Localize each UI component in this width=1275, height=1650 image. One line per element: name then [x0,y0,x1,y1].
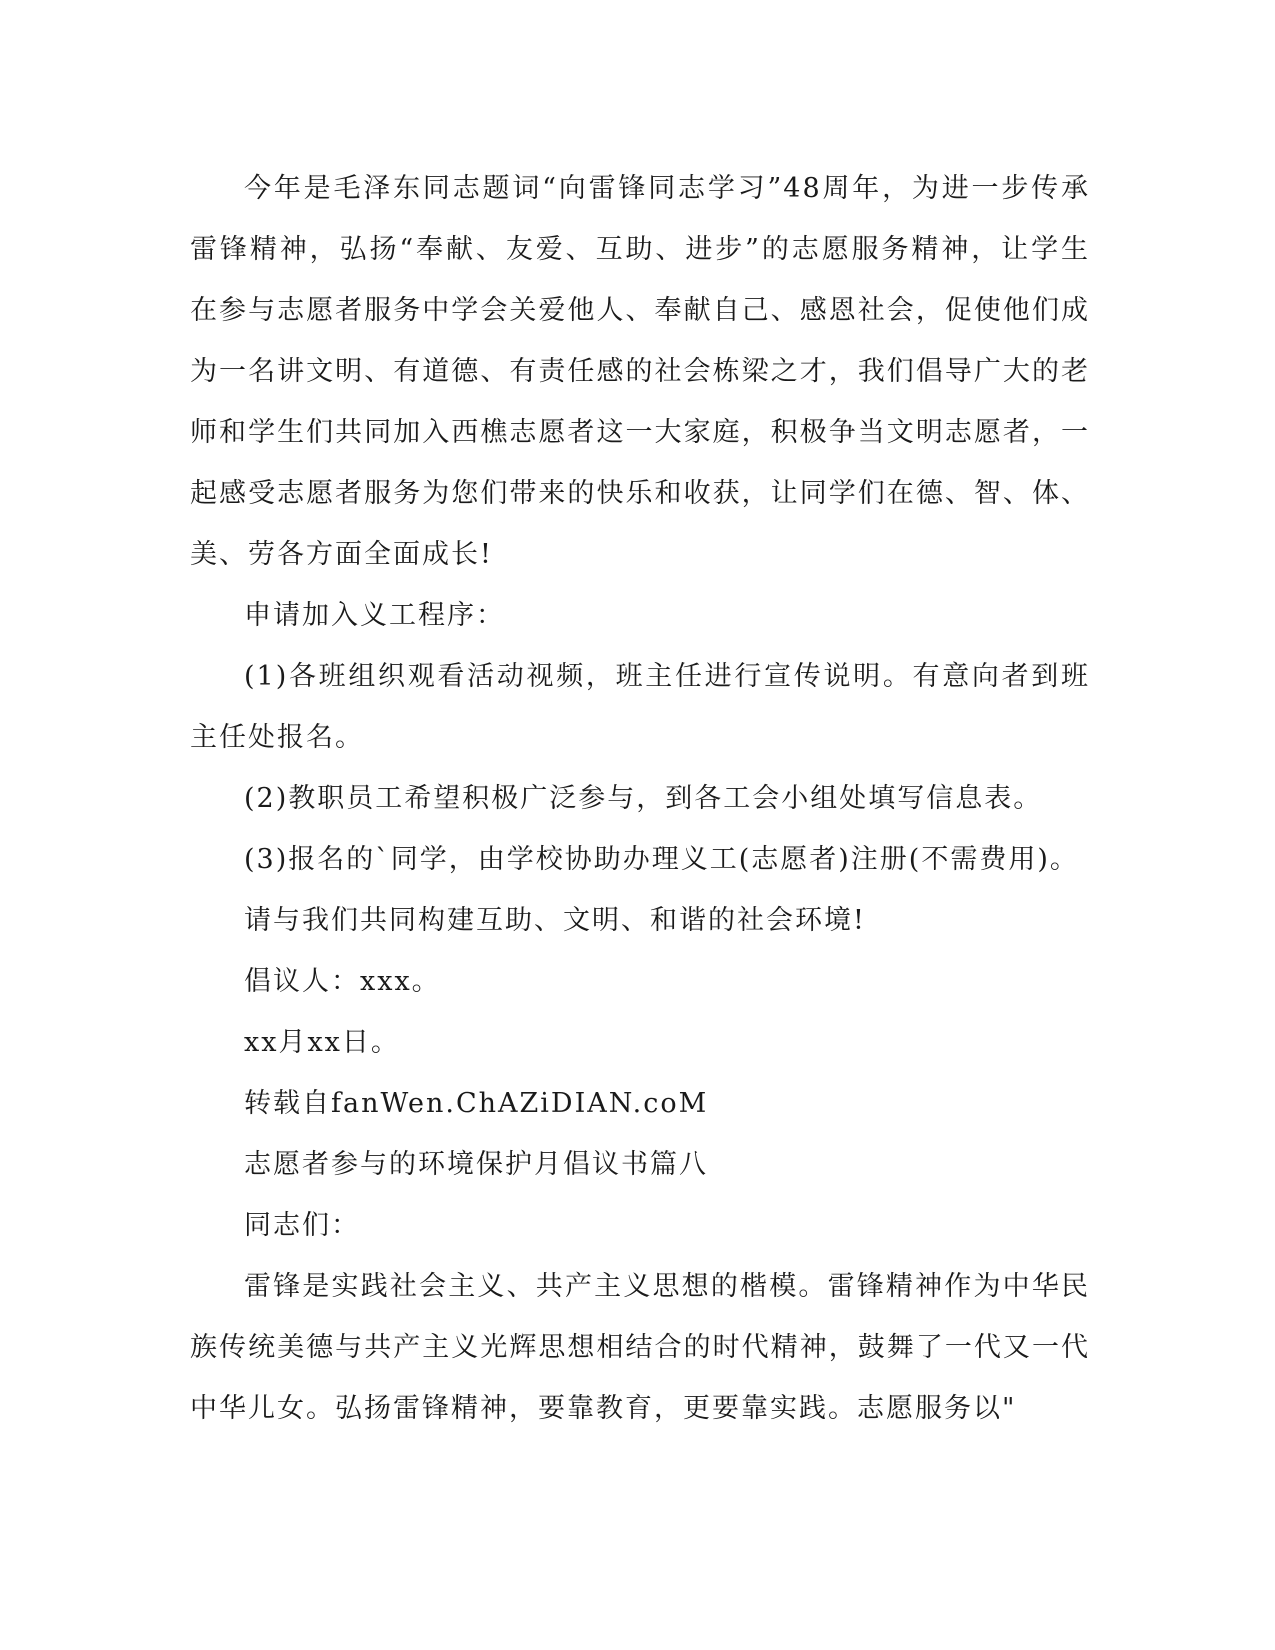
paragraph-step-3: (3)报名的`同学，由学校协助办理义工(志愿者)注册(不需费用)。 [244,844,1079,875]
paragraph-appeal: 请与我们共同构建互助、文明、和谐的社会环境! [244,905,866,936]
paragraph-initiator: 倡议人：xxx。 [244,966,441,997]
paragraph-date: xx月xx日。 [244,1027,400,1058]
paragraph-procedure-heading: 申请加入义工程序： [244,600,505,631]
paragraph-source: 转载自fanWen.ChAZiDIAN.coM [244,1088,709,1119]
document-body [190,158,1090,1439]
paragraph-intro: 今年是毛泽东同志题词“向雷锋同志学习”48周年，为进一步传承雷锋精神，弘扬“奉献、友爱、互助、进步”的志愿服务精神，让学生在参与志愿者服务中学会关爱他人、奉献自己、感恩社会，促使他们成为一名讲文明、有道德、有责任感的社会栋梁之才，我们倡导广大的老师和学生们共同加入西樵志愿者这一大家庭，积极争当文明志愿者，一起感受志愿者服务为您们带来的快乐和收获，让同学们在德、智、体、美、劳各方面全面成长! [190,173,1090,570]
section-title: 志愿者参与的环境保护月倡议书篇八 [244,1149,708,1180]
paragraph-step-1: (1)各班组织观看活动视频，班主任进行宣传说明。有意向者到班主任处报名。 [190,661,1090,753]
paragraph-leifeng: 雷锋是实践社会主义、共产主义思想的楷模。雷锋精神作为中华民族传统美德与共产主义光辉思想相结合的时代精神，鼓舞了一代又一代中华儿女。弘扬雷锋精神，要靠教育，更要靠实践。志愿服务以" [190,1271,1090,1424]
paragraph-salutation: 同志们： [244,1210,360,1241]
paragraph-step-2: (2)教职员工希望积极广泛参与，到各工会小组处填写信息表。 [244,783,1043,814]
